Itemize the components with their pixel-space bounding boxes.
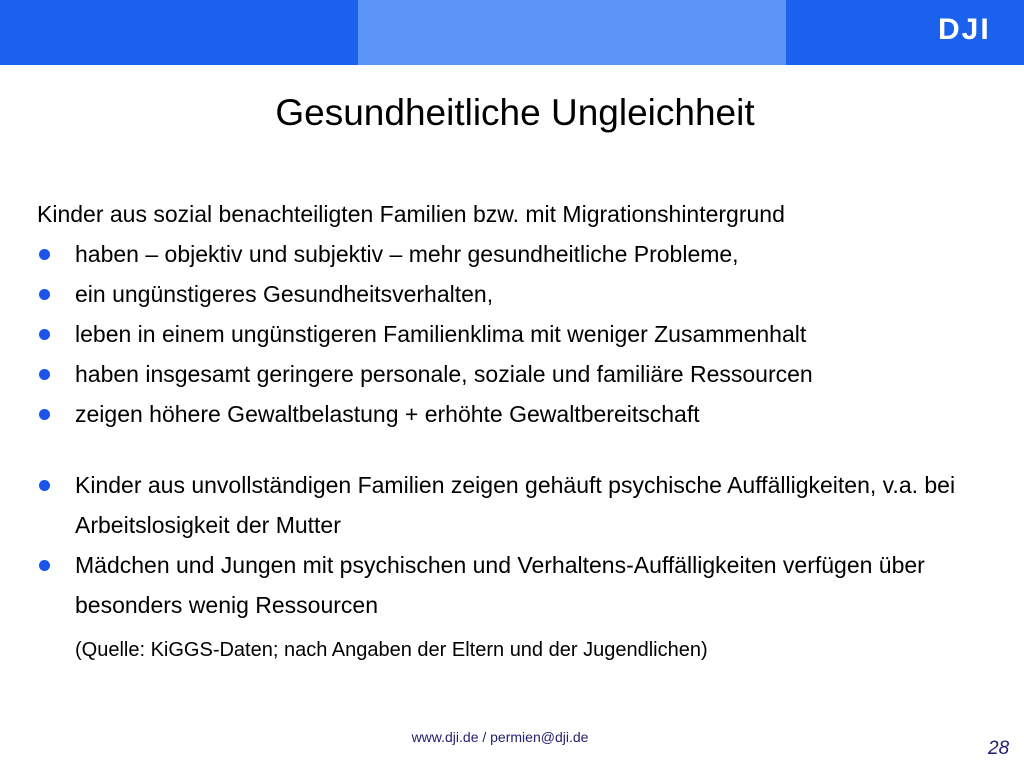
- bullet-text: haben insgesamt geringere personale, soziale und familiäre Ressourcen: [75, 361, 813, 387]
- intro-text: Kinder aus sozial benachteiligten Familien bzw. mit Migrationshintergrund: [37, 201, 785, 227]
- bullet-dot-icon: [39, 409, 50, 420]
- bullet-text: Kinder aus unvollständigen Familien zeigen gehäuft psychische Auffälligkeiten, v.a. bei Arbeitslosigkeit der Mutter: [75, 472, 956, 538]
- bullet-item: [37, 234, 1017, 274]
- bullet-item: [37, 314, 1017, 354]
- bullet-dot-icon: [39, 289, 50, 300]
- header-bar: [0, 0, 1024, 65]
- bullet-item: [37, 545, 1017, 625]
- bullet-text: Mädchen und Jungen mit psychischen und Verhaltens-Auffälligkeiten verfügen über besonders wenig Ressourcen: [75, 552, 925, 618]
- footer-contact: www.dji.de / permien@dji.de: [411, 729, 589, 745]
- bullet-item: [37, 394, 1017, 434]
- section-spacer: [37, 434, 1017, 465]
- bullet-item: [37, 465, 1017, 545]
- source-note: (Quelle: KiGGS-Daten; nach Angaben der Eltern und der Jugendlichen): [75, 639, 708, 661]
- slide-content: [37, 194, 1017, 670]
- bullet-text: ein ungünstigeres Gesundheitsverhalten,: [75, 281, 494, 307]
- bullet-text: leben in einem ungünstigeren Familienklima mit weniger Zusammenhalt: [75, 321, 807, 347]
- header-bar-accent: [358, 0, 786, 65]
- slide-title: Gesundheitliche Ungleichheit: [275, 92, 755, 133]
- bullet-text: haben – objektiv und subjektiv – mehr gesundheitliche Probleme,: [75, 241, 739, 267]
- bullet-dot-icon: [39, 249, 50, 260]
- bullet-text: zeigen höhere Gewaltbelastung + erhöhte Gewaltbereitschaft: [75, 401, 700, 427]
- dji-logo: DJI: [938, 13, 991, 46]
- bullet-dot-icon: [39, 560, 50, 571]
- bullet-dot-icon: [39, 369, 50, 380]
- bullet-item: [37, 274, 1017, 314]
- bullet-dot-icon: [39, 329, 50, 340]
- page-number: 28: [988, 738, 1010, 759]
- bullet-item: [37, 354, 1017, 394]
- bullet-dot-icon: [39, 480, 50, 491]
